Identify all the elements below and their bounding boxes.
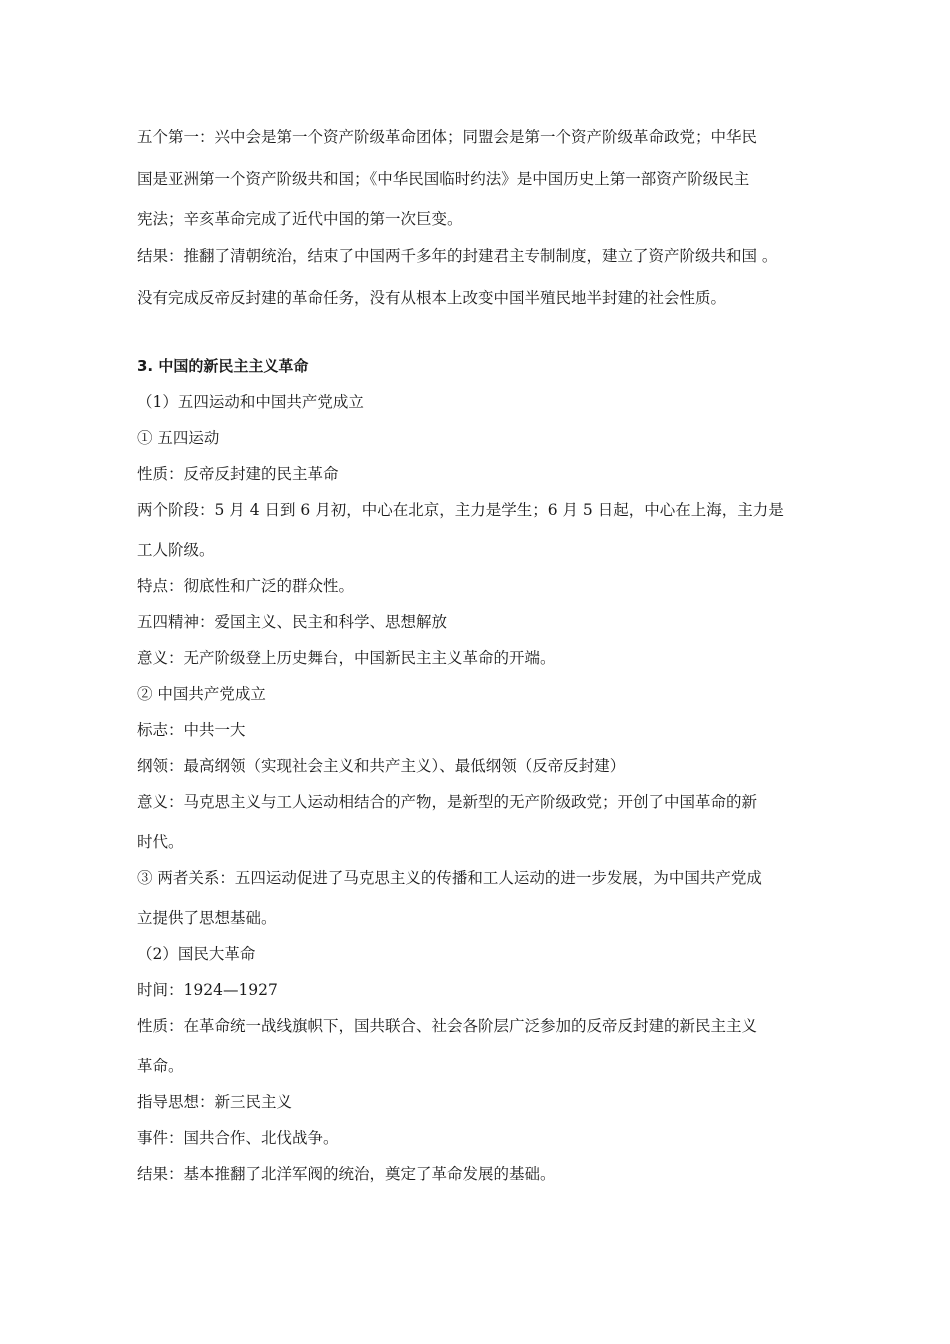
list-item-heading: ② 中国共产党成立 (137, 685, 266, 703)
paragraph-line: 工人阶级。 (137, 541, 215, 559)
paragraph-line: 时代。 (137, 833, 184, 851)
paragraph-line: 宪法；辛亥革命完成了近代中国的第一次巨变。 (137, 210, 463, 228)
subsection-heading: （1）五四运动和中国共产党成立 (137, 393, 364, 411)
paragraph-line: 特点：彻底性和广泛的群众性。 (137, 577, 355, 595)
paragraph-line: 标志：中共一大 (137, 721, 246, 739)
paragraph-line: 性质：在革命统一战线旗帜下，国共联合、社会各阶层广泛参加的反帝反封建的新民主主义 (137, 1017, 758, 1035)
paragraph-line: 立提供了思想基础。 (137, 909, 277, 927)
paragraph-line: 五个第一：兴中会是第一个资产阶级革命团体；同盟会是第一个资产阶级革命政党；中华民 (137, 128, 758, 146)
section-heading: 3. 中国的新民主主义革命 (137, 357, 309, 375)
paragraph-line: 事件：国共合作、北伐战争。 (137, 1129, 339, 1147)
paragraph-line: 两个阶段：5 月 4 日到 6 月初，中心在北京，主力是学生；6 月 5 日起，中心在上海，主力是 (137, 501, 784, 519)
paragraph-line: 意义：马克思主义与工人运动相结合的产物，是新型的无产阶级政党；开创了中国革命的新 (137, 793, 758, 811)
paragraph-line: 时间：1924—1927 (137, 981, 278, 999)
paragraph-line: 革命。 (137, 1057, 184, 1075)
paragraph-line: 指导思想：新三民主义 (137, 1093, 293, 1111)
subsection-heading: （2）国民大革命 (137, 945, 256, 963)
list-item-heading: ① 五四运动 (137, 429, 220, 447)
paragraph-line: 纲领：最高纲领（实现社会主义和共产主义）、最低纲领（反帝反封建） (137, 757, 626, 775)
paragraph-line: 五四精神：爱国主义、民主和科学、思想解放 (137, 613, 448, 631)
paragraph-line: 国是亚洲第一个资产阶级共和国；《中华民国临时约法》是中国历史上第一部资产阶级民主 (137, 170, 750, 188)
paragraph-line: 结果：推翻了清朝统治，结束了中国两千多年的封建君主专制制度，建立了资产阶级共和国 。 (137, 247, 778, 265)
paragraph-line: 性质：反帝反封建的民主革命 (137, 465, 339, 483)
paragraph-line: 结果：基本推翻了北洋军阀的统治，奠定了革命发展的基础。 (137, 1165, 556, 1183)
paragraph-line: ③ 两者关系：五四运动促进了马克思主义的传播和工人运动的进一步发展，为中国共产党成 (137, 869, 762, 887)
paragraph-line: 意义：无产阶级登上历史舞台，中国新民主主义革命的开端。 (137, 649, 556, 667)
paragraph-line: 没有完成反帝反封建的革命任务，没有从根本上改变中国半殖民地半封建的社会性质。 (137, 289, 727, 307)
